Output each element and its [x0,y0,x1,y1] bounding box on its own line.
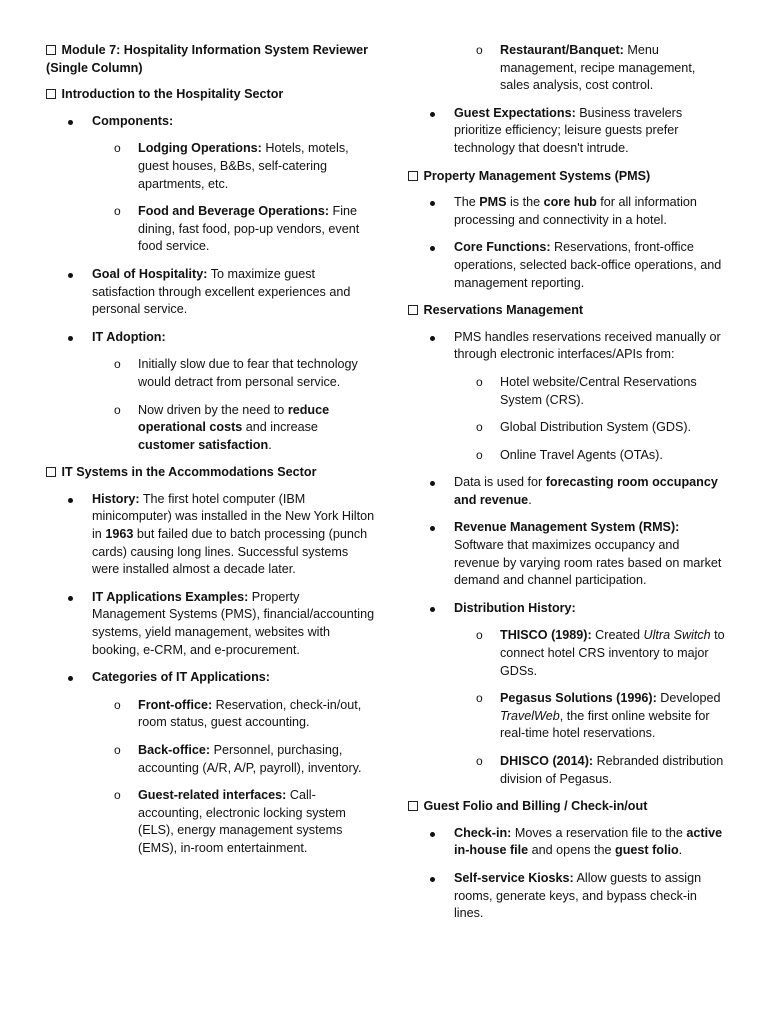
text-run: Reservations Management [423,303,584,318]
sub-bullet-marker-icon: o [114,743,121,757]
bullet-item [408,105,726,158]
right-column [408,42,729,933]
sub-bullet-marker-icon: o [476,447,483,462]
sub-bullet-item [408,690,726,743]
text-run: Lodging Operations: [138,141,262,156]
bullet-dot-icon [68,273,73,278]
text-run: Ultra Switch [643,628,711,643]
sub-bullet-marker-icon: o [114,788,121,803]
sub-bullet-marker-icon: o [114,141,121,156]
bullet-dot-icon [430,607,435,612]
sub-bullet-item [46,203,376,256]
bullet-dot-icon [430,112,435,117]
bullet-dot-icon [68,120,73,125]
text-run: 1963 [105,527,134,542]
text-run: Software that maximizes occupancy and revenue by varying room rates based on market demand and channel participation. [454,520,725,588]
module-title [46,42,376,77]
sub-bullet-item [46,697,376,732]
bullet-item [408,600,726,618]
text-run: TravelWeb [500,708,560,723]
text-run: Personnel, purchasing, accounting (A/R, A/P, payroll), inventory. [138,743,362,775]
text-run: Online Travel Agents (OTAs). [500,447,663,462]
text-run: Revenue Management System (RMS): [454,520,680,535]
bullet-dot-icon [430,832,435,837]
text-run: IT Systems in the Accommodations Sector [61,465,317,480]
missing-glyph-icon [408,171,418,181]
sub-bullet-marker-icon: o [476,374,483,389]
section-it-systems [46,464,376,482]
bullet-dot-icon [68,596,73,601]
text-run: Reservation, check-in/out, room status, guest accounting. [138,697,365,730]
bullet-dot-icon [430,336,435,341]
text-run: The [454,195,480,210]
sub-bullet-marker-icon: o [476,754,483,768]
sub-bullet-item [408,753,726,788]
text-run: IT Adoption: [92,329,166,344]
text-run: Distribution History: [454,600,576,615]
missing-glyph-icon [46,467,56,477]
text-run: Property Management Systems (PMS), financial/accounting systems, yield management, websites with booking, e-CRM, and e-procurement. [92,589,378,657]
sub-bullet-item [46,787,376,857]
text-run: Components: [92,113,174,128]
sub-bullet-marker-icon: o [114,204,121,219]
text-run: Initially slow due to fear that technology would detract from personal service. [138,357,362,389]
text-run: Introduction to the Hospitality Sector [61,87,284,102]
left-column [46,42,376,868]
text-run: for all information processing and connectivity in a hotel. [454,195,701,227]
sub-bullet-item [46,356,376,391]
text-run: Fine dining, fast food, pop-up vendors, event food service. [138,204,363,254]
sub-bullet-item [46,140,376,193]
text-run: Food and Beverage Operations: [138,204,330,219]
bullet-dot-icon [430,246,435,251]
bullet-item [408,194,726,229]
text-run: but failed due to batch processing (punch cards) causing long lines. Successful systems were installed almost a decade later. [92,527,371,577]
text-run: PMS handles reservations received manually or through electronic interfaces/APIs from: [454,329,725,362]
text-run: active in-house file [454,825,726,858]
bullet-item [46,113,376,131]
sub-bullet-item [46,742,376,777]
bullet-item [408,329,726,364]
sub-bullet-marker-icon: o [476,420,483,435]
text-run: core hub [543,195,597,210]
text-run: Now driven by the need to [138,402,288,417]
text-run: and opens the [528,843,615,858]
sub-bullet-marker-icon: o [476,43,483,57]
bullet-item [46,329,376,347]
missing-glyph-icon [408,305,418,315]
bullet-item [408,519,726,589]
text-run: Moves a reservation file to the [511,825,687,840]
text-run: Guest-related interfaces: [138,788,287,803]
bullet-item [408,870,726,923]
text-run: Categories of IT Applications: [92,670,270,685]
text-run: . [528,492,532,507]
text-run: Created [591,628,644,643]
section-reservations [408,302,726,320]
text-run: Global Distribution System (GDS). [500,420,692,435]
sub-bullet-item [408,42,726,95]
text-run: Guest Folio and Billing / Check-in/out [423,799,648,814]
text-run: is the [506,195,544,210]
text-run: Goal of Hospitality: [92,266,208,281]
text-run: The first hotel computer (IBM minicomputer) was installed in the New York Hilton in [92,491,378,542]
bullet-item [46,669,376,687]
bullet-dot-icon [430,481,435,486]
sub-bullet-item [408,374,726,409]
text-run: Allow guests to assign rooms, generate keys, and bypass check-in lines. [454,870,705,921]
bullet-dot-icon [430,201,435,206]
section-intro [46,86,376,104]
bullet-dot-icon [68,498,73,503]
text-run: Hotel website/Central Reservations System (CRS). [500,374,701,407]
text-run: THISCO (1989): [500,628,592,643]
text-run: Front-office: [138,697,213,712]
bullet-dot-icon [430,877,435,882]
bullet-dot-icon [430,526,435,531]
bullet-item [46,589,376,659]
missing-glyph-icon [408,801,418,811]
text-run: Restaurant/Banquet: [500,43,624,57]
missing-glyph-icon [46,89,56,99]
text-run: Reservations, front-office operations, selected back-office operations, and management reporting. [454,240,725,290]
text-run: Pegasus Solutions (1996): [500,691,657,706]
text-run: To maximize guest satisfaction through excellent experiences and personal service. [92,266,354,317]
sub-bullet-marker-icon: o [476,628,483,643]
text-run: Module 7: Hospitality Information System Reviewer (Single Column) [46,43,372,75]
text-run: IT Applications Examples: [92,589,249,604]
text-run: History: [92,491,140,506]
text-run: forecasting room occupancy and revenue [454,475,722,507]
sub-bullet-marker-icon: o [114,697,121,712]
text-run: guest folio [615,843,679,858]
text-run: Business travelers prioritize efficiency; leisure guests prefer technology that doesn't intrude. [454,105,686,155]
bullet-item [46,266,376,319]
sub-bullet-marker-icon: o [114,402,121,417]
bullet-item [408,474,726,509]
text-run: Call-accounting, electronic locking system (ELS), energy management systems (EMS), in-room entertainment. [138,788,350,855]
text-run: Hotels, motels, guest houses, B&Bs, self-catering apartments, etc. [138,141,353,191]
text-run: reduce operational costs [138,402,333,435]
text-run: PMS [479,195,507,210]
section-pms [408,168,726,186]
sub-bullet-marker-icon: o [476,691,483,706]
text-run: Core Functions: [454,240,551,255]
sub-bullet-item [408,419,726,437]
text-run: Property Management Systems (PMS) [423,168,651,183]
text-run: Menu management, recipe management, sales analysis, cost control. [500,43,699,93]
text-run: Data is used for [454,475,546,490]
text-run: . [268,437,272,452]
bullet-dot-icon [68,676,73,681]
text-run: customer satisfaction [138,437,269,452]
text-run: to connect hotel CRS inventory to major GDSs. [500,628,729,678]
text-run: Rebranded distribution division of Pegasus. [500,754,727,786]
sub-bullet-marker-icon: o [114,357,121,372]
text-run: . [678,843,683,858]
text-run: Check-in: [454,825,512,840]
bullet-item [408,239,726,292]
text-run: and increase [242,420,322,435]
text-run: Self-service Kiosks: [454,870,574,885]
sub-bullet-item [408,627,729,680]
missing-glyph-icon [46,45,56,55]
text-run: Guest Expectations: [454,105,576,120]
section-folio [408,798,726,816]
text-run: Developed [656,691,724,706]
text-run: DHISCO (2014): [500,754,594,768]
text-run: , the first online website for real-time hotel reservations. [500,708,714,741]
sub-bullet-item [408,447,726,465]
text-run: Back-office: [138,743,211,757]
bullet-dot-icon [68,336,73,341]
sub-bullet-item [46,402,376,455]
bullet-item [46,491,376,579]
bullet-item [408,825,726,860]
